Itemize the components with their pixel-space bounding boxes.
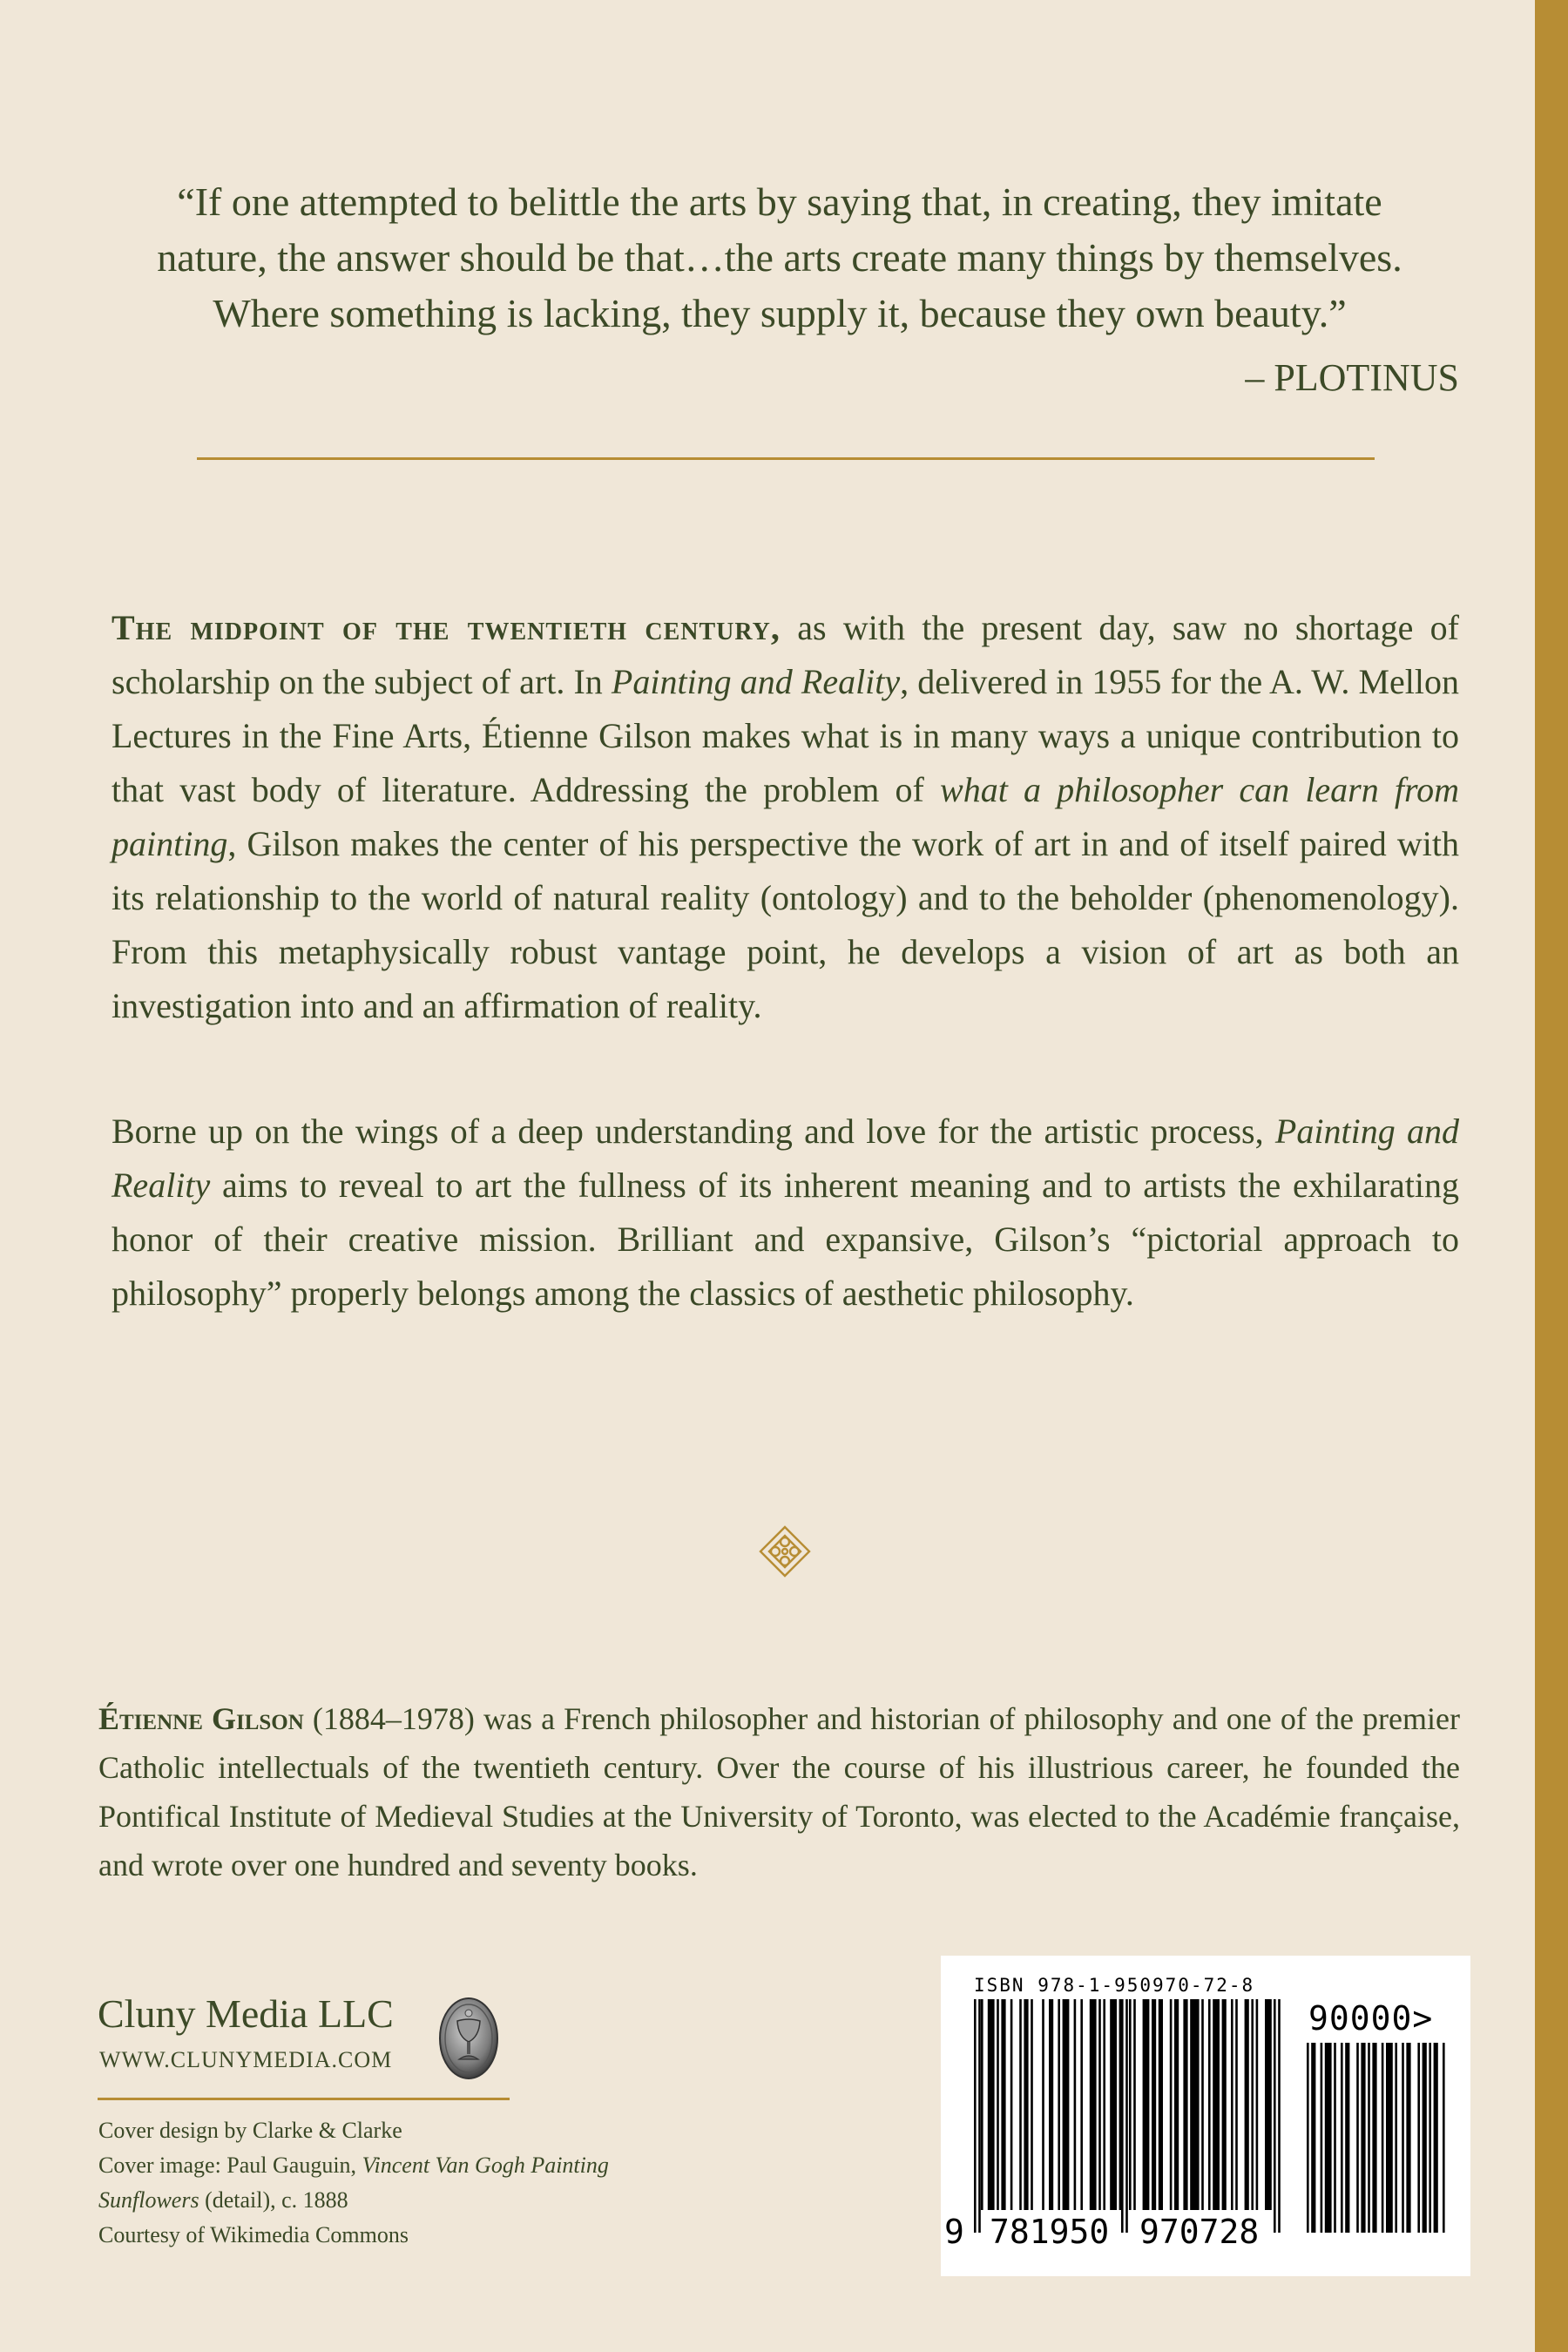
author-bio: [98, 1694, 1460, 1889]
quote-attribution: – PLOTINUS: [1245, 356, 1459, 399]
barcode-bar: [1372, 2043, 1376, 2233]
barcode-bar: [1356, 2043, 1359, 2233]
barcode-bar: [1265, 1999, 1272, 2210]
description-paragraph-1: [112, 601, 1459, 1033]
cover-credits: [98, 2113, 609, 2253]
barcode-bar: [1274, 1999, 1276, 2233]
barcode-bar: [1406, 2043, 1410, 2233]
text-run: aims to reveal to art the fullness of its inherent meaning and to artists the exhilarating honor of their creative mission. Brilliant and expansive, Gilson’s “pictorial approach to philosophy” properly belongs among the classics of aesthetic philosophy.: [112, 1166, 1459, 1313]
credit-image: [98, 2148, 609, 2183]
barcode-bar: [1042, 1999, 1044, 2210]
barcode-bar: [1417, 2043, 1420, 2233]
barcode-bar: [1133, 1999, 1136, 2210]
barcode-bar: [1024, 1999, 1028, 2210]
text-run: , Gilson makes the center of his perspective the work of art in and of itself paired with its relationship to the world of natural reality (ontology) and to the beholder (phenomenology). From this metaphysically robust vantage point, he develops a vision of art as both an investigation into and an affirmation of reality.: [112, 824, 1459, 1025]
barcode-bar: [997, 1999, 999, 2210]
painting-title: Sunflowers: [98, 2187, 199, 2213]
book-title: Painting and Reality: [611, 662, 901, 701]
barcode-bar: [1311, 2043, 1315, 2233]
barcode-bar: [1010, 1999, 1013, 2210]
isbn-barcode-box: [941, 1956, 1470, 2276]
barcode-bar: [1278, 1999, 1281, 2233]
credit-courtesy: Courtesy of Wikimedia Commons: [98, 2222, 409, 2247]
barcode-bar: [1098, 1999, 1101, 2210]
barcode-bar: [1129, 1999, 1132, 2210]
barcode-bar: [1049, 1999, 1053, 2210]
barcode-bar: [1058, 1999, 1060, 2210]
price-code: 90000>: [1308, 1999, 1434, 2038]
credit-image-suffix: (detail), c. 1888: [199, 2187, 348, 2213]
author-name: Étienne Gilson: [98, 1701, 304, 1736]
barcode-bar: [1251, 1999, 1254, 2210]
barcode-bar: [1001, 1999, 1005, 2210]
barcode-bar: [1341, 2043, 1343, 2233]
barcode-bar: [1361, 2043, 1365, 2233]
description-paragraph-2: [112, 1105, 1459, 1321]
barcode-bar: [978, 1999, 981, 2233]
barcode-bar: [1125, 1999, 1128, 2233]
barcode-bar: [1382, 2043, 1384, 2233]
barcode-digits-left: 781950: [990, 2213, 1110, 2251]
quote-line: “If one attempted to belittle the arts by saying that, in creating, they imitate: [177, 179, 1382, 224]
barcode-bar: [1183, 1999, 1187, 2210]
chalice-medallion-logo: [438, 1997, 499, 2080]
barcode-bar: [1090, 1999, 1097, 2210]
divider-rule: [197, 457, 1375, 460]
publisher-website: WWW.CLUNYMEDIA.COM: [99, 2047, 393, 2072]
barcode-bar: [1170, 1999, 1173, 2210]
barcode-bar: [1074, 1999, 1077, 2210]
text-run: as with the present day, saw no shortage of scholarship on the subject of art. In: [112, 608, 1459, 701]
barcode-bar: [1402, 2043, 1404, 2233]
barcode-bar: [1434, 2043, 1438, 2233]
barcode-bar: [1245, 1999, 1249, 2210]
barcode-bar: [1423, 2043, 1427, 2233]
diamond-knot-ornament-icon: [758, 1524, 812, 1578]
publisher-divider-rule: [98, 2098, 510, 2100]
spine-gold-band: [1535, 0, 1568, 2352]
book-title: Painting and Reality: [112, 1112, 1460, 1205]
barcode-bar: [1386, 2043, 1393, 2233]
barcode-bar: [1321, 2043, 1323, 2233]
barcode-bar: [988, 1999, 995, 2210]
text-run: Borne up on the wings of a deep understanding and love for the artistic process,: [112, 1112, 1275, 1151]
barcode-bar: [1190, 1999, 1199, 2210]
credit-design: Cover design by Clarke & Clarke: [98, 2118, 402, 2143]
barcode-bar: [1395, 2043, 1397, 2233]
quote-line: Where something is lacking, they supply it, because they own beauty.”: [213, 291, 1347, 335]
barcode-bar: [1080, 1999, 1083, 2210]
painting-title: Vincent Van Gogh Painting: [362, 2153, 609, 2178]
barcode-bar: [1345, 2043, 1349, 2233]
barcode-bar: [1103, 1999, 1105, 2210]
barcode-bar: [1213, 1999, 1220, 2210]
barcode-bar: [1152, 1999, 1156, 2210]
quote-line: nature, the answer should be that…the arts create many things by themselves.: [157, 235, 1402, 280]
barcode-bar: [1307, 2043, 1309, 2233]
barcode-bar: [1174, 1999, 1179, 2210]
barcode-bar: [1231, 1999, 1233, 2210]
barcode-bar: [1159, 1999, 1163, 2210]
barcode-bar: [1235, 1999, 1238, 2210]
barcode-bar: [1201, 1999, 1204, 2210]
epigraph-quote: [96, 174, 1463, 341]
barcode-bar: [1031, 1999, 1033, 2210]
credit-image-prefix: Cover image: Paul Gauguin,: [98, 2153, 362, 2178]
bio-text: (1884–1978) was a French philosopher and historian of philosophy and one of the premier Catholic intellectuals of the twentieth century. Over the course of his illustrious career, he founded the Pontifical Institute of Medieval Studies at the University of Toronto, was elected to the Académie française, and wrote over one hundred and seventy books.: [98, 1701, 1460, 1882]
publisher-name: Cluny Media LLC: [98, 1991, 394, 2036]
barcode-bar: [1256, 1999, 1259, 2210]
barcode-bar: [1208, 1999, 1211, 2210]
isbn-label: ISBN 978-1-950970-72-8: [974, 1975, 1255, 1996]
barcode-bar: [1429, 2043, 1431, 2233]
barcode-bar: [974, 1999, 977, 2233]
barcode-bar: [1063, 1999, 1070, 2210]
barcode-bar: [981, 1999, 983, 2210]
barcode-digit-lead: 9: [944, 2213, 964, 2251]
barcode-bar: [1143, 1999, 1150, 2210]
barcode-bar: [1443, 2043, 1445, 2233]
barcode-bar: [1019, 1999, 1022, 2210]
barcode-bar: [1121, 1999, 1124, 2233]
barcode-bar: [1119, 1999, 1122, 2210]
credit-image-cont: [98, 2183, 609, 2218]
barcode-bar: [1368, 2043, 1370, 2233]
barcode-bar: [1334, 2043, 1336, 2233]
italic-phrase: what a philosopher can learn from painting: [112, 770, 1459, 863]
barcode-bar: [1325, 2043, 1332, 2233]
text-run: , delivered in 1955 for the A. W. Mellon Lectures in the Fine Arts, Étienne Gilson makes what is in many ways a unique contribution to that vast body of literature. Addressing the problem of: [112, 662, 1460, 809]
barcode-bar: [1110, 1999, 1117, 2210]
barcode-digits-right: 970728: [1139, 2213, 1260, 2251]
barcode-bar: [1222, 1999, 1227, 2210]
lead-in: The midpoint of the twentieth century,: [112, 608, 781, 647]
